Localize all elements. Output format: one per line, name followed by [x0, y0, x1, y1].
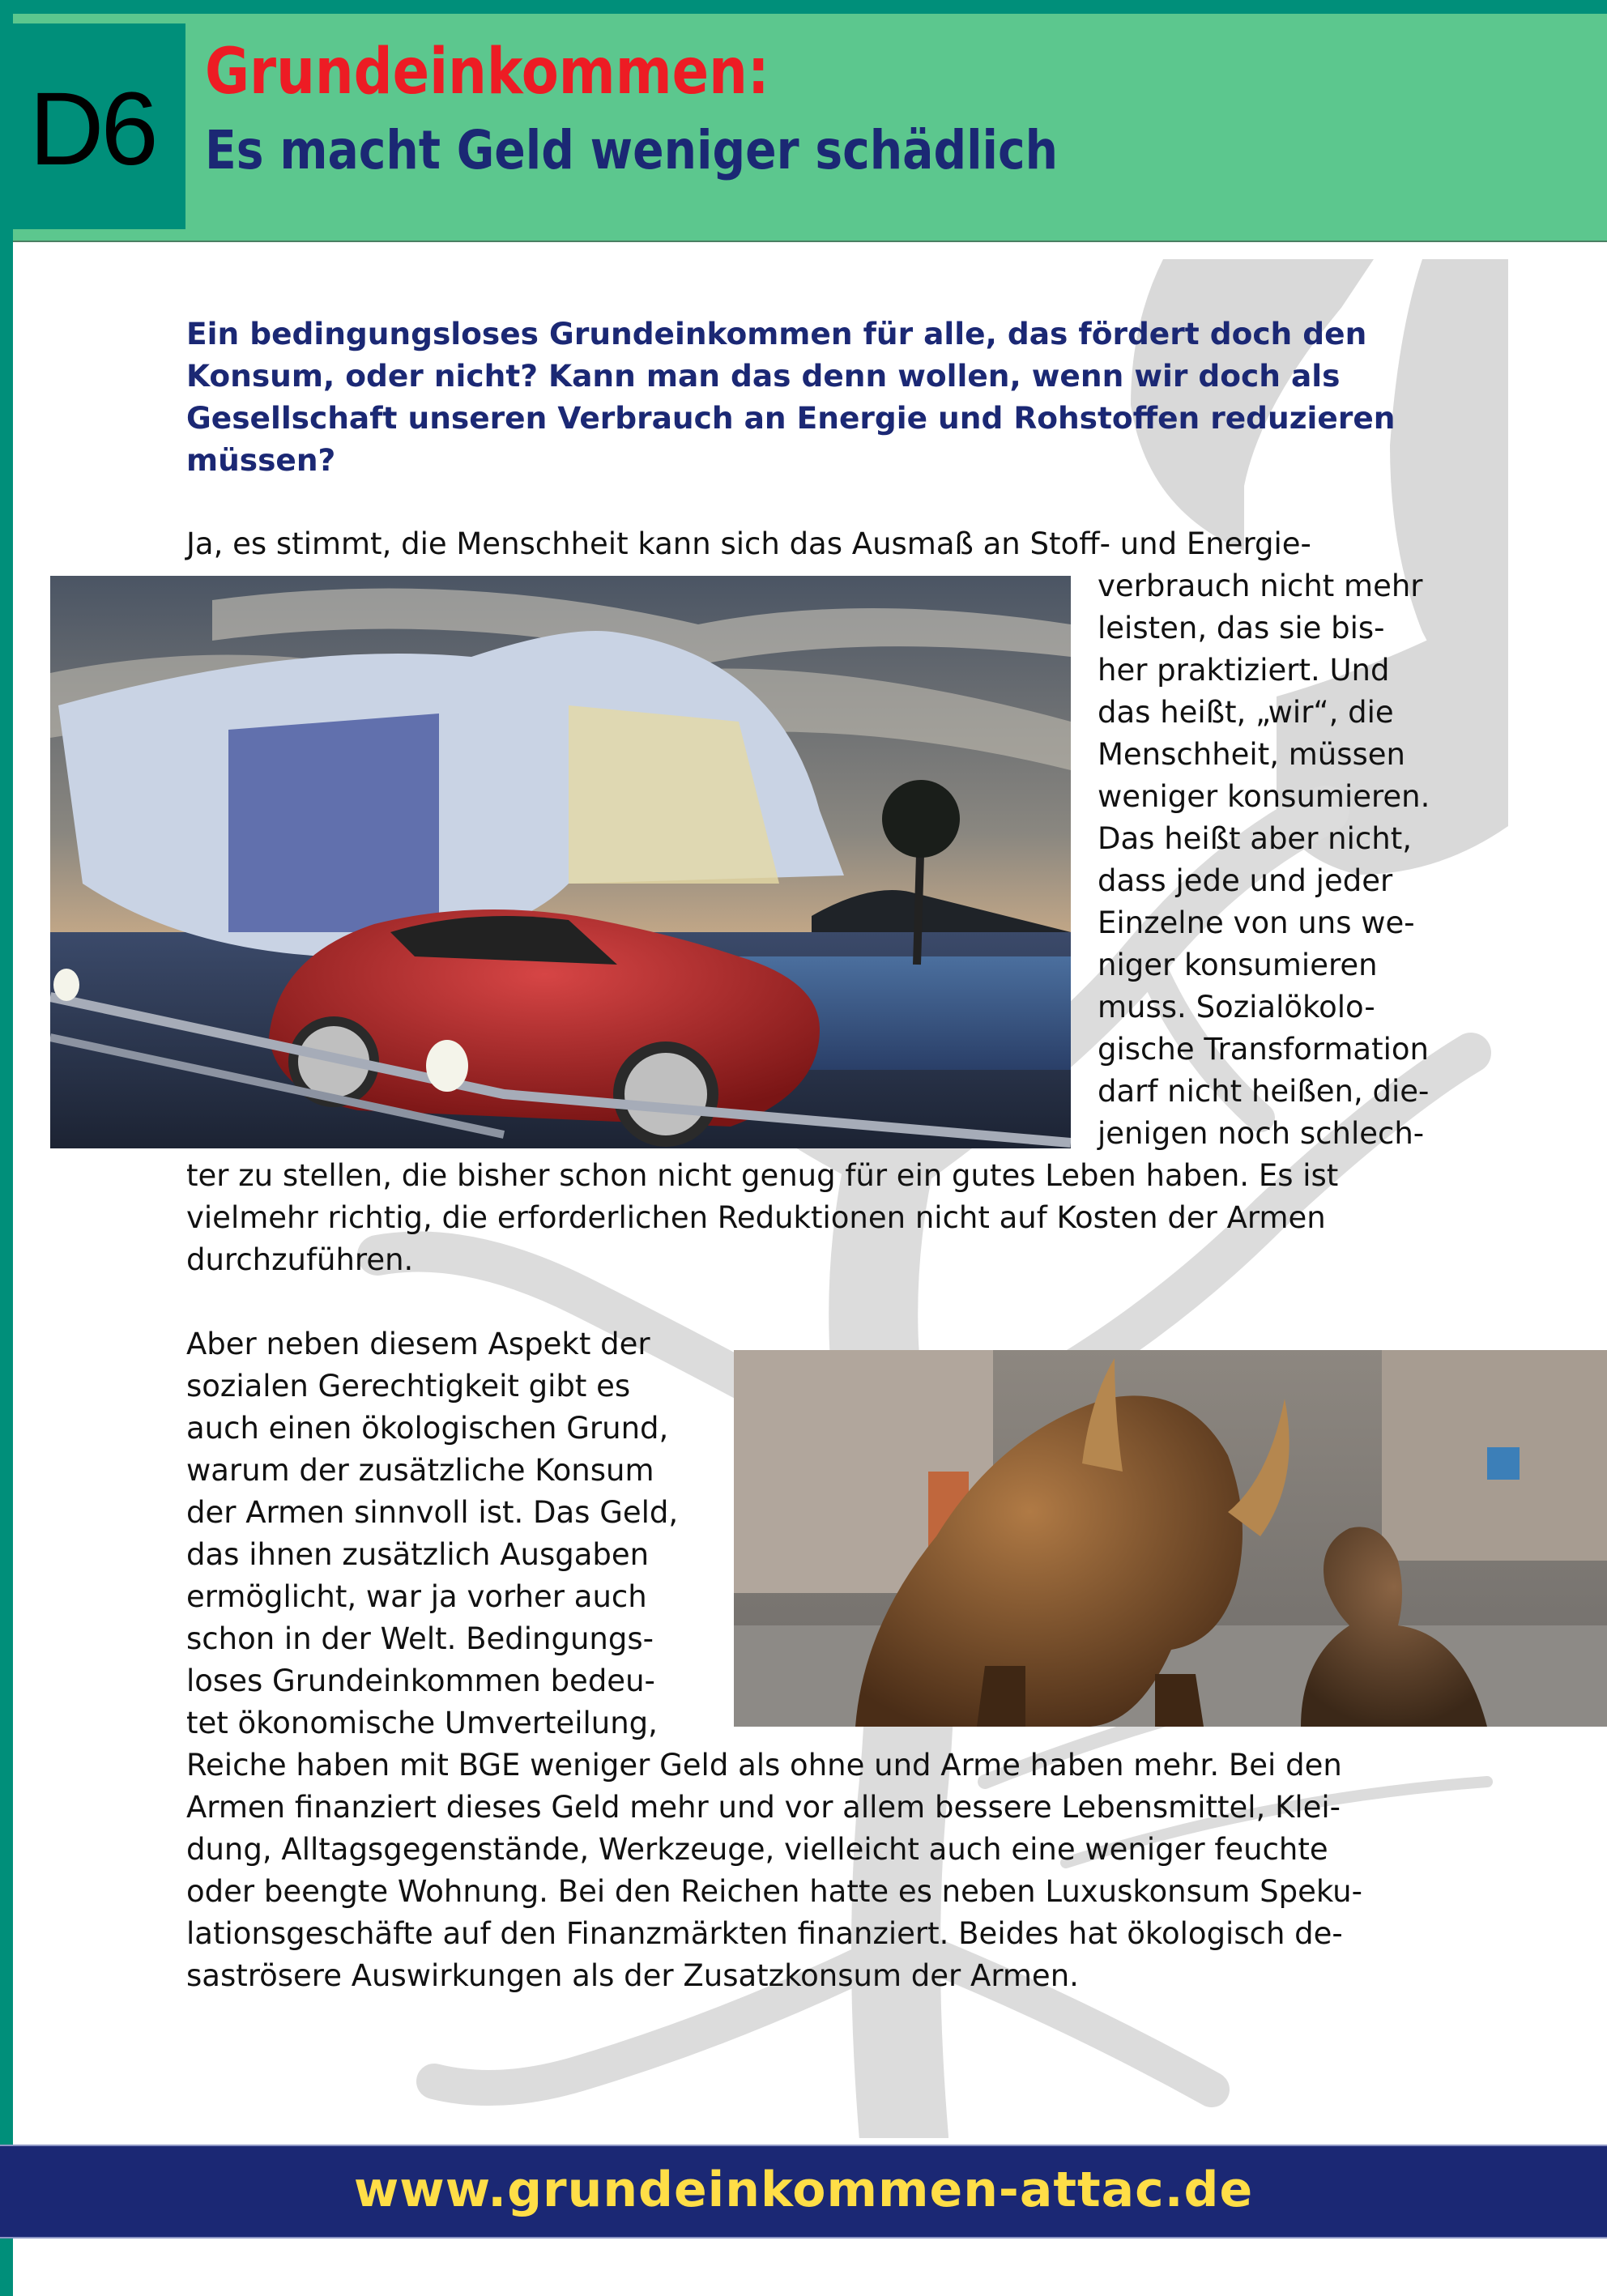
body-line: leisten, das sie bis-	[1098, 611, 1385, 645]
body-line: muss. Sozialökolo-	[1098, 990, 1375, 1024]
body-line: vielmehr richtig, die erforderlichen Reduktionen nicht auf Kosten der Armen	[186, 1200, 1326, 1235]
body-line: gische Transformation	[1098, 1032, 1429, 1067]
paragraph-1-side	[1098, 565, 1430, 1155]
body-line: Das heißt aber nicht,	[1098, 821, 1412, 856]
body-line: loses Grundeinkommen bedeu-	[186, 1663, 655, 1698]
villa-car-wheel-front	[619, 1047, 713, 1141]
villa-car-image	[50, 576, 1071, 1148]
intro-paragraph	[186, 313, 1395, 481]
body-line: her praktiziert. Und	[1098, 653, 1390, 688]
body-line: das ihnen zusätzlich Ausgaben	[186, 1537, 650, 1572]
body-line: niger konsumieren	[1098, 948, 1378, 982]
body-line: der Armen sinnvoll ist. Das Geld,	[186, 1495, 679, 1530]
intro-line: Ein bedingungsloses Grundeinkommen für alle, das fördert doch den	[186, 316, 1367, 351]
intro-line: Konsum, oder nicht? Kann man das denn wollen, wenn wir doch als	[186, 358, 1341, 394]
body-line: sozialen Gerechtigkeit gibt es	[186, 1369, 631, 1404]
body-line: verbrauch nicht mehr	[1098, 569, 1423, 603]
body-line: Ja, es stimmt, die Menschheit kann sich das Ausmaß an Stoff- und Energie-	[186, 526, 1311, 561]
section-code: D6	[29, 71, 156, 187]
body-line: Einzelne von uns we-	[1098, 905, 1415, 940]
body-line: Armen finanziert dieses Geld mehr und vor allem bessere Lebensmittel, Klei-	[186, 1790, 1341, 1825]
body-line: Aber neben diesem Aspekt der	[186, 1327, 650, 1361]
bull-and-girl-image	[734, 1350, 1607, 1727]
body-line: lationsgeschäfte auf den Finanzmärkten finanziert. Beides hat ökologisch de-	[186, 1916, 1343, 1951]
body-line: weniger konsumieren.	[1098, 779, 1430, 814]
paragraph-1-bottom	[186, 1155, 1338, 1281]
villa-lamp-2	[426, 1040, 468, 1092]
body-line: oder beengte Wohnung. Bei den Reichen hatte es neben Luxuskonsum Speku-	[186, 1874, 1362, 1909]
body-line: saströsere Auswirkungen als der Zusatzkonsum der Armen.	[186, 1958, 1079, 1993]
body-line: warum der zusätzliche Konsum	[186, 1453, 654, 1488]
body-line: Reiche haben mit BGE weniger Geld als ohne und Arme haben mehr. Bei den	[186, 1748, 1342, 1783]
body-line: Menschheit, müssen	[1098, 737, 1405, 772]
body-line: durchzuführen.	[186, 1242, 414, 1277]
villa-palm-top	[882, 780, 960, 858]
bull-sign	[1487, 1447, 1520, 1480]
body-line: dung, Alltagsgegenstände, Werkzeuge, vielleicht auch eine weniger feuchte	[186, 1832, 1328, 1867]
left-accent-strip	[0, 0, 13, 2296]
paragraph-2-bottom	[186, 1744, 1362, 1997]
body-line: schon in der Welt. Bedingungs-	[186, 1621, 654, 1656]
body-line: jenigen noch schlech-	[1098, 1116, 1425, 1151]
body-line: ter zu stellen, die bisher schon nicht genug für ein gutes Leben haben. Es ist	[186, 1158, 1339, 1193]
body-line: dass jede und jeder	[1098, 863, 1393, 898]
paragraph-1-top	[186, 523, 1311, 565]
paragraph-2-side	[186, 1323, 678, 1744]
page-title: Grundeinkommen:	[205, 36, 769, 109]
body-line: darf nicht heißen, die-	[1098, 1074, 1430, 1109]
body-line: das heißt, „wir“, die	[1098, 695, 1394, 730]
body-line: tet ökonomische Umverteilung,	[186, 1706, 658, 1740]
villa-glass-left	[228, 714, 439, 932]
villa-lamp-1	[53, 969, 79, 1001]
body-line: ermöglicht, war ja vorher auch	[186, 1579, 647, 1614]
footer-website-link[interactable]: www.grundeinkommen-attac.de	[353, 2162, 1254, 2218]
body-line: auch einen ökologischen Grund,	[186, 1411, 669, 1446]
intro-line: müssen?	[186, 442, 336, 478]
top-accent-band	[0, 0, 1607, 14]
page-subtitle: Es macht Geld weniger schädlich	[205, 119, 1059, 181]
intro-line: Gesellschaft unseren Verbrauch an Energie und Rohstoffen reduzieren	[186, 400, 1396, 436]
